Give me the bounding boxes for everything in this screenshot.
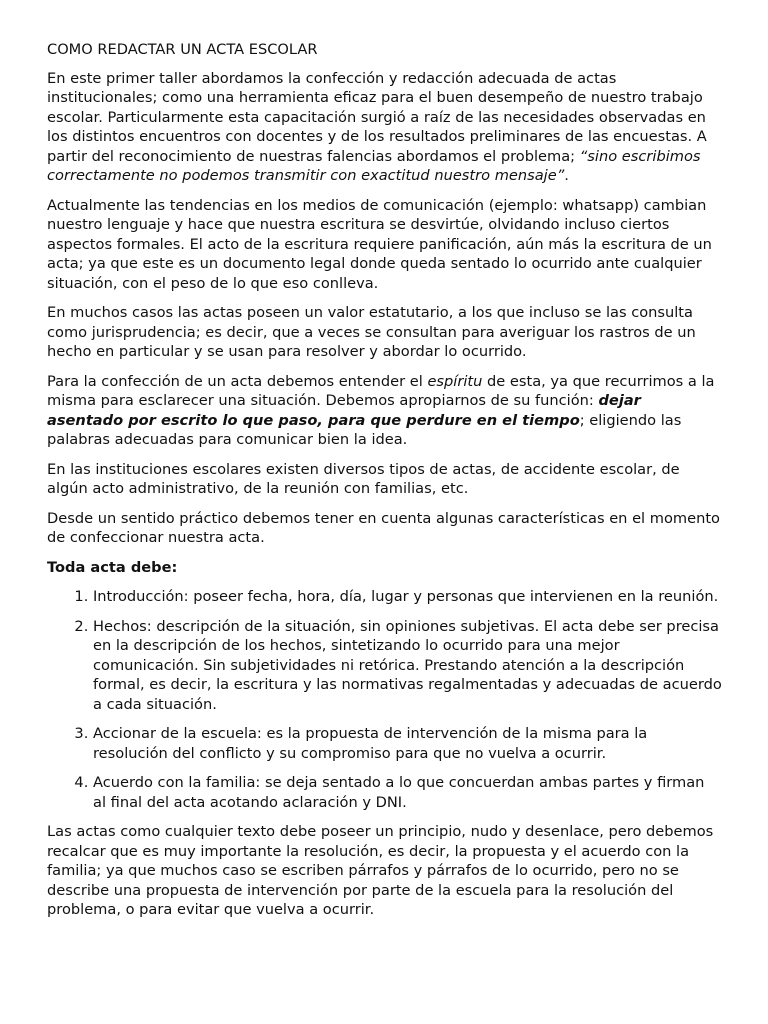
paragraph-practical: Desde un sentido práctico debemos tener en cuenta algunas características en el momento de confeccionar nuestra acta.: [47, 509, 720, 546]
intro-end: .: [564, 167, 569, 184]
list-heading: Toda acta debe:: [47, 558, 178, 576]
document-title: COMO REDACTAR UN ACTA ESCOLAR: [47, 41, 318, 58]
paragraph-trends: Actualmente las tendencias en los medios de comunicación (ejemplo: whatsapp) cambian nuestro lenguaje y hace que nuestra escritura se desvirtúe, olvidando incluso ciertos aspectos formales. El acto de la escritura requiere panificación, aún más la escritura de un acta; ya que este es un documento legal donde queda sentado lo ocurrido ante cualquier situación, con el peso de lo que eso conlleva.: [47, 196, 712, 292]
spirit-text-a: Para la confección de un acta debemos entender el: [47, 372, 428, 390]
spirit-word: espíritu: [427, 372, 483, 390]
paragraph-statutory: En muchos casos las actas poseen un valor estatutario, a los que incluso se las consulta como jurisprudencia; es decir, que a veces se consultan para averiguar los rastros de un hecho en particular y se usan para resolver y abordar lo ocurrido.: [47, 304, 696, 360]
spirit-text-b: de esta, ya que recurrimos a la misma para esclarecer una situación. Debemos apropiarnos de su función:: [47, 372, 715, 409]
paragraph-intro: [47, 69, 722, 186]
spirit-text-c: ; eligiendo las palabras adecuadas para comunicar bien la idea.: [47, 411, 682, 448]
list-item: 2. Hechos: descripción de la situación, sin opiniones subjetivas. El acta debe ser precisa en la descripción de los hechos, sintetizando lo ocurrido para una mejor comunicación. Sin subjetividades ni retórica. Prestando atención a la descripción formal, es decir, la escritura y las normativas regalmentadas y adecuadas de acuerdo a cada situación.: [93, 617, 722, 715]
list-item: 4. Acuerdo con la familia: se deja sentado a lo que concuerdan ambas partes y firman al final del acta acotando aclaración y DNI.: [93, 773, 722, 812]
list-item: 3. Accionar de la escuela: es la propuesta de intervención de la misma para la resolución del conflicto y su compromiso para que no vuelva a ocurrir.: [93, 724, 722, 763]
paragraph-intro-text: En este primer taller abordamos la confección y redacción adecuada de actas institucionales; como una herramienta eficaz para el buen desempeño de nuestro trabajo escolar. Particularmente esta capacitación surgió a raíz de las necesidades observadas en los distintos encuentros con docentes y de los resultados preliminares de las encuestas. A partir del reconocimiento de nuestras falencias abordamos el problema;: [47, 69, 707, 165]
paragraph-conclusion: Las actas como cualquier texto debe poseer un principio, nudo y desenlace, pero debemos recalcar que es muy importante la resolución, es decir, la propuesta y el acuerdo con la familia; ya que muchos caso se escriben párrafos y párrafos de lo ocurrido, pero no se describe una propuesta de intervención por parte de la escuela para la resolución del problema, o para evitar que vuelva a ocurrir.: [47, 823, 714, 918]
spirit-emphasis: dejar asentado por escrito lo que paso, para que perdure en el tiempo: [47, 392, 641, 429]
requirements-list: [47, 587, 722, 812]
paragraph-types: En las instituciones escolares existen diversos tipos de actas, de accidente escolar, de algún acto administrativo, de la reunión con familias, etc.: [47, 460, 680, 497]
intro-quote: “sino escribimos correctamente no podemos transmitir con exactitud nuestro mensaje”: [47, 147, 701, 184]
paragraph-spirit: [47, 372, 722, 450]
list-item: 1. Introducción: poseer fecha, hora, día, lugar y personas que intervienen en la reunión.: [93, 587, 722, 607]
